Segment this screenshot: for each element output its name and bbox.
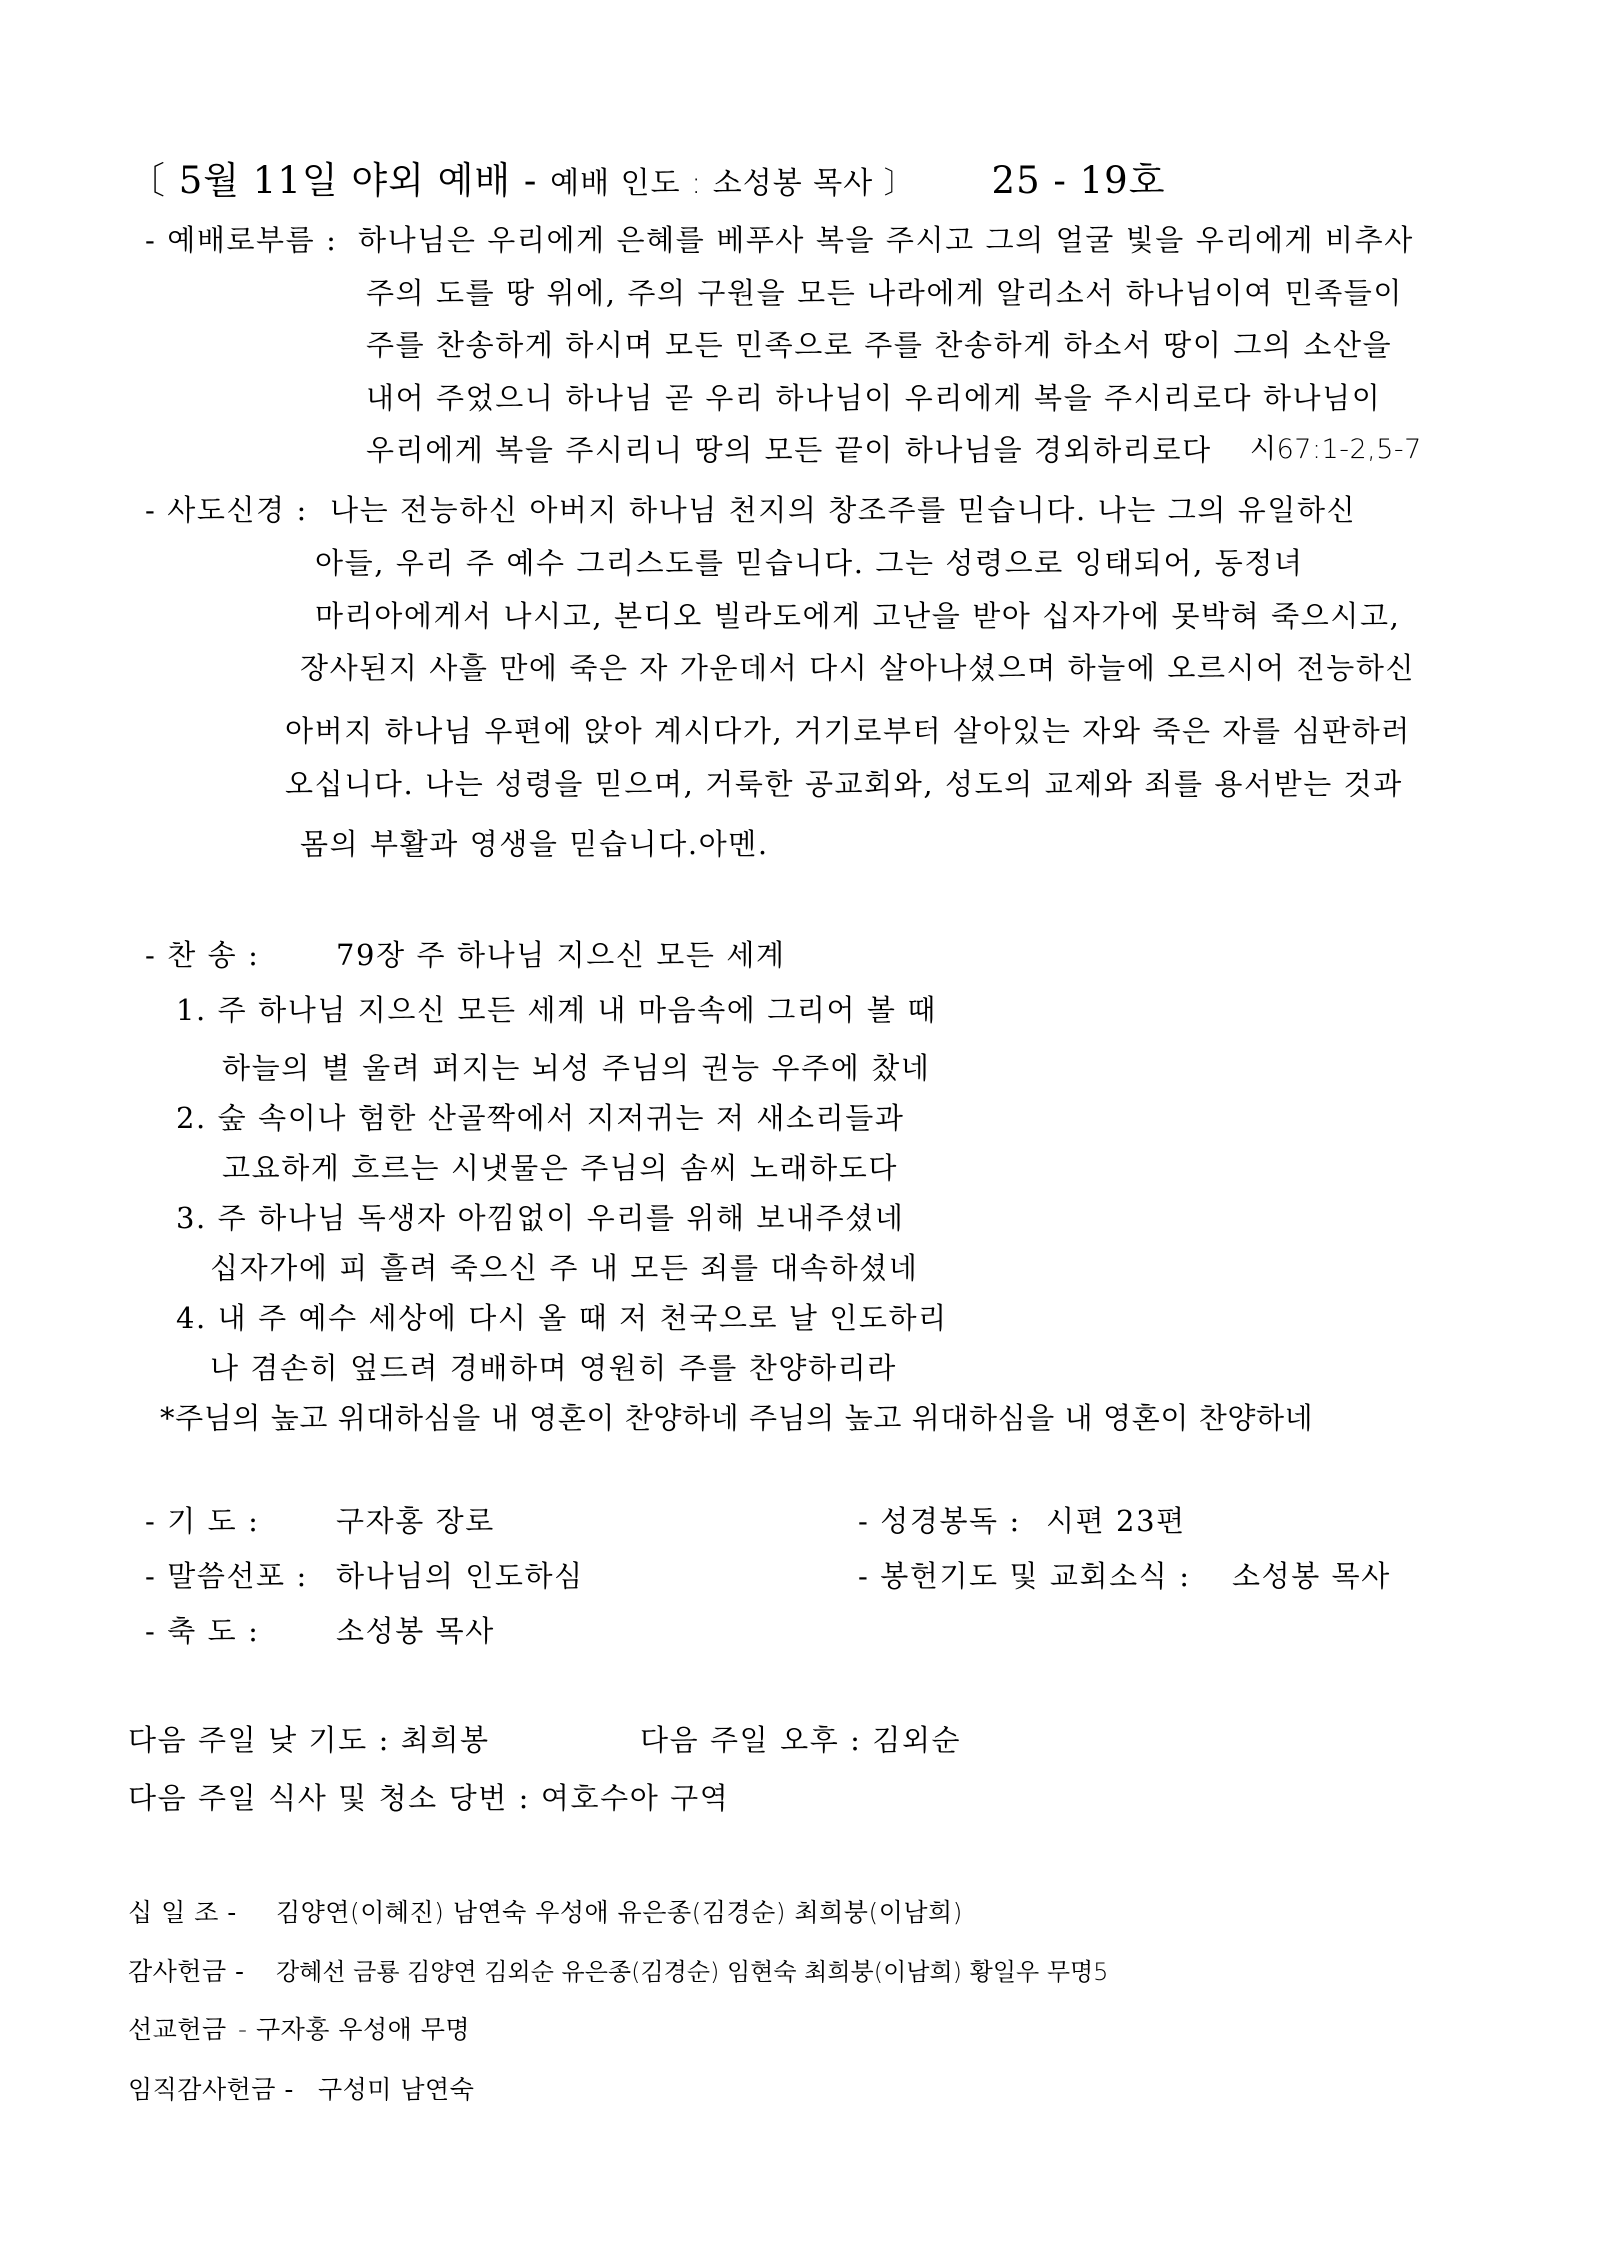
creed-line: 오십니다. 나는 성령을 믿으며, 거룩한 공교회와, 성도의 교제와 죄를 용서받는 것과 [285, 767, 1403, 801]
thanks-offering-names: 강혜선 금룡 김양연 김외순 유은종(김경순) 임현숙 최희붕(이남희) 황일우 무명5 [276, 1958, 1109, 1986]
sermon-value: 하나님의 인도하심 [336, 1559, 584, 1593]
tithe-label: 십 일 조 - [128, 1898, 237, 1927]
next-week-day-prayer: 다음 주일 낮 기도 : 최희봉 [128, 1723, 490, 1757]
prayer-label: - 기 도 : [145, 1504, 260, 1538]
call-to-worship-label: - 예배로부름 : [145, 223, 338, 257]
page-title [128, 150, 1165, 204]
creed-line: 나는 전능하신 아버지 하나님 천지의 창조주를 믿습니다. 나는 그의 유일하신 [330, 493, 1357, 527]
title-leader: 예배 인도 : 소성봉 목사 〕 [550, 166, 915, 201]
call-to-worship-line: 내어 주었으니 하나님 곧 우리 하나님이 우리에게 복을 주시리로다 하나님이 [366, 381, 1382, 415]
hymn-line: 1. 주 하나님 지으신 모든 세계 내 마음속에 그리어 볼 때 [176, 993, 937, 1027]
creed-line: 아들, 우리 주 예수 그리스도를 믿습니다. 그는 성령으로 잉태되어, 동정녀 [315, 546, 1304, 580]
hymn-line: 나 겸손히 엎드려 경배하며 영원히 주를 찬양하리라 [210, 1351, 897, 1385]
ordination-offering-names: 구성미 남연숙 [318, 2075, 475, 2104]
creed-line: 마리아에게서 나시고, 본디오 빌라도에게 고난을 받아 십자가에 못박혀 죽으시고, [315, 599, 1401, 633]
mission-offering-names: - 구자홍 우성애 무명 [238, 2015, 471, 2044]
hymn-label: - 찬 송 : [145, 938, 260, 972]
creed-line: 아버지 하나님 우편에 앉아 계시다가, 거기로부터 살아있는 자와 죽은 자를 심판하러 [285, 714, 1411, 748]
call-to-worship-line: 우리에게 복을 주시리니 땅의 모든 끝이 하나님을 경외하리로다 [366, 433, 1212, 467]
hymn-line: 하늘의 별 울려 퍼지는 뇌성 주님의 권능 우주에 찼네 [222, 1051, 931, 1085]
sermon-label: - 말씀선포 : [145, 1559, 308, 1593]
hymn-line: 십자가에 피 흘려 죽으신 주 내 모든 죄를 대속하셨네 [210, 1251, 919, 1285]
benediction-label: - 축 도 : [145, 1614, 260, 1648]
hymn-line: 2. 숲 속이나 험한 산골짝에서 지저귀는 저 새소리들과 [176, 1101, 905, 1135]
hymn-line: 3. 주 하나님 독생자 아낌없이 우리를 위해 보내주셨네 [176, 1201, 905, 1235]
hymn-line: 고요하게 흐르는 시냇물은 주님의 솜씨 노래하도다 [222, 1151, 898, 1185]
thanks-offering-label: 감사헌금 - [128, 1957, 245, 1986]
next-week-meal-duty: 다음 주일 식사 및 청소 당번 : 여호수아 구역 [128, 1781, 730, 1815]
hymn-title: 79장 주 하나님 지으신 모든 세계 [336, 938, 786, 972]
prayer-value: 구자홍 장로 [336, 1504, 495, 1538]
next-week-afternoon-prayer: 다음 주일 오후 : 김외순 [640, 1723, 962, 1757]
scripture-reference: 시67:1-2,5-7 [1250, 434, 1422, 465]
call-to-worship-line: 주의 도를 땅 위에, 주의 구원을 모든 나라에게 알리소서 하나님이여 민족들이 [366, 276, 1404, 310]
title-main: 〔 5월 11일 야외 예배 - [128, 159, 538, 202]
creed-line: 장사된지 사흘 만에 죽은 자 가운데서 다시 살아나셨으며 하늘에 오르시어 전능하신 [300, 651, 1416, 685]
mission-offering-label: 선교헌금 [128, 2015, 227, 2044]
offering-prayer-label: - 봉헌기도 및 교회소식 : [858, 1559, 1191, 1593]
reading-label: - 성경봉독 : [858, 1504, 1021, 1538]
call-to-worship-line: 하나님은 우리에게 은혜를 베푸사 복을 주시고 그의 얼굴 빛을 우리에게 비추사 [358, 223, 1414, 257]
issue-number: 25 - 19호 [991, 159, 1166, 202]
tithe-names: 김양연(이혜진) 남연숙 우성애 유은종(김경순) 최희붕(이남희) [276, 1898, 963, 1927]
benediction-value: 소성봉 목사 [336, 1614, 495, 1648]
reading-value: 시편 23편 [1046, 1504, 1186, 1538]
hymn-line: 4. 내 주 예수 세상에 다시 올 때 저 천국으로 날 인도하리 [176, 1301, 948, 1335]
creed-label: - 사도신경 : [145, 493, 308, 527]
ordination-offering-label: 임직감사헌금 - [128, 2075, 294, 2104]
hymn-refrain: *주님의 높고 위대하심을 내 영혼이 찬양하네 주님의 높고 위대하심을 내 영혼이 찬양하네 [160, 1401, 1314, 1435]
creed-line: 몸의 부활과 영생을 믿습니다.아멘. [300, 827, 769, 861]
offering-prayer-value: 소성봉 목사 [1232, 1559, 1391, 1593]
call-to-worship-line: 주를 찬송하게 하시며 모든 민족으로 주를 찬송하게 하소서 땅이 그의 소산을 [366, 328, 1393, 362]
